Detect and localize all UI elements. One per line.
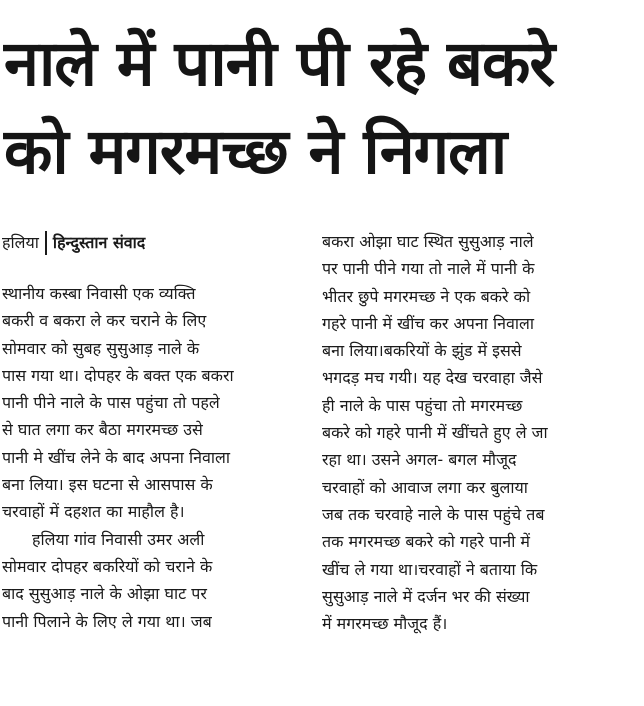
byline-place: हलिया: [2, 233, 39, 253]
right-column: [322, 228, 618, 637]
right-line: में मगरमच्छ मौजूद हैं।: [322, 614, 448, 634]
right-line: पर पानी पीने गया तो नाले में पानी के: [322, 259, 535, 279]
right-line: चरवाहों को आवाज लगा कर बुलाया: [322, 477, 528, 497]
left-line: बना लिया। इस घटना से आसपास के: [2, 475, 213, 495]
left-line: चरवाहों में दहशत का माहौल है।: [2, 502, 185, 522]
right-line: सुसुआड़ नाले में दर्जन भर की संख्या: [322, 586, 530, 606]
left-line: सोमवार दोपहर बकरियों को चराने के: [2, 556, 213, 576]
left-line: से घात लगा कर बैठा मगरमच्छ उसे: [2, 420, 203, 440]
right-line: भगदड़ मच गयी। यह देख चरवाहा जैसे: [322, 368, 543, 388]
left-line: पानी मे खींच लेने के बाद अपना निवाला: [2, 447, 231, 467]
right-line: बकरे को गहरे पानी में खींचते हुए ले जा: [322, 423, 548, 443]
left-line: पास गया था। दोपहर के बक्त एक बकरा: [2, 365, 234, 385]
left-column: [2, 228, 296, 635]
left-line: हलिया गांव निवासी उमर अली: [32, 529, 205, 549]
byline-source: हिन्दुस्तान संवाद: [52, 233, 146, 253]
right-line: तक मगरमच्छ बकरे को गहरे पानी में: [322, 532, 530, 552]
right-line: बना लिया।बकरियों के झुंड में इससे: [322, 341, 522, 361]
left-line: पानी पीने नाले के पास पहुंचा तो पहले: [2, 393, 220, 413]
right-line: ही नाले के पास पहुंचा तो मगरमच्छ: [322, 395, 523, 415]
right-line: बकरा ओझा घाट स्थित सुसुआड़ नाले: [322, 232, 534, 251]
left-line: स्थानीय कस्बा निवासी एक व्यक्ति: [2, 284, 196, 303]
right-line: गहरे पानी में खींच कर अपना निवाला: [322, 313, 535, 333]
headline-line-1: नाले में पानी पी रहे बकरे: [4, 27, 555, 100]
headline-line-2: को मगरमच्छ ने निगला: [4, 115, 507, 188]
headline: [4, 20, 640, 196]
byline-separator: [45, 231, 47, 255]
right-line: खींच ले गया था।चरवाहों ने बताया कि: [322, 559, 538, 579]
byline: [2, 228, 296, 258]
left-line: बाद सुसुआड़ नाले के ओझा घाट पर: [2, 584, 207, 604]
left-line: सोमवार को सुबह सुसुआड़ नाले के: [2, 338, 200, 358]
left-line: बकरी व बकरा ले कर चराने के लिए: [2, 311, 207, 331]
right-line: जब तक चरवाहे नाले के पास पहुंचे तब: [322, 504, 545, 524]
left-line: पानी पिलाने के लिए ले गया था। जब: [2, 611, 212, 631]
right-line: भीतर छुपे मगरमच्छ ने एक बकरे को: [322, 286, 531, 306]
right-line: रहा था। उसने अगल- बगल मौजूद: [322, 450, 517, 470]
